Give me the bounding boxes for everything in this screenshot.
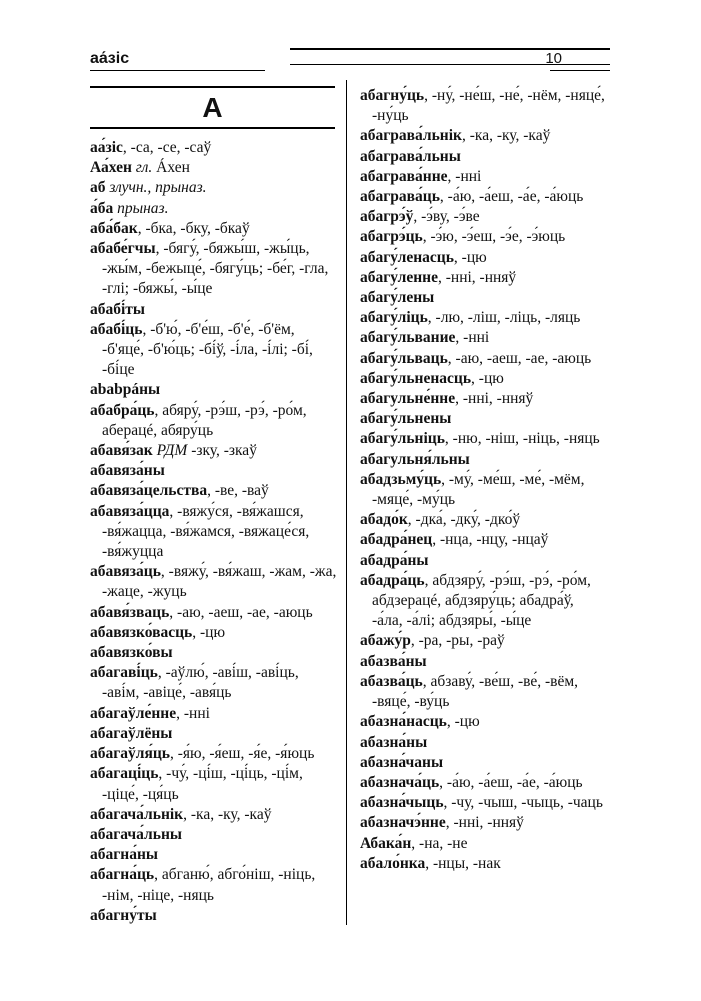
- entry-headword: абало́нка: [360, 854, 426, 872]
- dictionary-entry: [360, 349, 608, 369]
- entry-headword: абаграва́ць: [360, 188, 440, 206]
- entry-forms: , -нні, -нняў: [455, 390, 534, 408]
- dictionary-entry: [90, 239, 338, 300]
- dictionary-entry: [360, 793, 608, 813]
- dictionary-entry: [90, 562, 338, 602]
- dictionary-entry: [90, 401, 338, 441]
- entry-headword: абазначэ́нне: [360, 814, 446, 832]
- dictionary-entry: [360, 328, 608, 348]
- entry-headword: абабра́ць: [90, 401, 155, 419]
- dictionary-entry: [360, 268, 608, 288]
- entry-headword: абавязко́вы: [90, 644, 173, 662]
- entry-forms: , -вяжу́ся, -вя́жашся, -вя́жацца, -вя́жамся, -вяжаце́ся, -вя́жуцца: [102, 502, 310, 561]
- entry-forms: , -цю: [471, 369, 504, 387]
- dictionary-entry: [360, 733, 608, 753]
- entry-headword: абагна́ць: [90, 866, 155, 884]
- entry-forms: , -нні, -нняў: [445, 814, 524, 832]
- dictionary-entry: [90, 199, 338, 219]
- entry-headword: абагаці́ць: [90, 765, 159, 783]
- entry-forms: , -вяжу́, -вя́жаш, -жам, -жа, -жаце, -жуць: [102, 563, 337, 601]
- letter-section-header: [90, 86, 335, 129]
- dictionary-entry: [360, 248, 608, 268]
- dictionary-entry: [90, 623, 338, 643]
- entry-headword: абагаві́ць: [90, 664, 158, 682]
- entry-forms: , -б'ю́, -б'е́ш, -б'е́, -б'ём, -б'яце́, -б'ю́ць; -бі́ў, -і́ла, -і́лі; -бі́, -бі́це: [102, 320, 313, 379]
- entry-headword: абавяза́ць: [90, 563, 161, 581]
- dictionary-entry: [90, 138, 338, 158]
- entry-headword: абадра́ць: [360, 571, 425, 589]
- header-rule-top: [290, 48, 610, 50]
- entry-headword: абаграва́нне: [360, 167, 448, 185]
- entry-grammar-note: прыназ.: [113, 199, 169, 217]
- entry-forms: -зку, -зкаў: [187, 442, 257, 460]
- entry-forms: , -са, -се, -саў: [122, 139, 212, 156]
- entry-headword: абагу́льненасць: [360, 369, 472, 387]
- entry-forms: , -на, -не: [411, 834, 468, 852]
- entry-forms: , -нні: [176, 704, 210, 722]
- entry-forms: , -чу, -чыш, -чыць, -чаць: [443, 794, 603, 812]
- dictionary-entry: [90, 704, 338, 724]
- entry-headword: абабі́ць: [90, 320, 143, 338]
- dictionary-entry: [360, 813, 608, 833]
- entry-forms: , -чу́, -ці́ш, -ці́ць, -ці́м, -ціце́, -ця́ць: [102, 765, 303, 803]
- entry-headword: абагна́ны: [90, 846, 159, 864]
- running-head: аа́зіс: [90, 50, 130, 67]
- entry-headword: аб: [90, 179, 106, 197]
- entry-forms: , -нні, -нняў: [437, 268, 517, 286]
- dictionary-entry: [360, 409, 608, 429]
- dictionary-entry: [90, 744, 338, 764]
- dictionary-entry: [90, 461, 338, 481]
- entry-headword: ababрá​ны: [90, 381, 161, 399]
- entry-headword: абагача́льнік: [90, 805, 184, 823]
- entry-forms: , -дка́, -дку́, -дко́ў: [407, 511, 521, 529]
- entry-headword: абабе́гчы: [90, 240, 156, 258]
- entry-forms: , абзаву́, -ве́ш, -ве́, -вём, -вяце́, -ву́ць: [372, 672, 579, 711]
- letter-rule-bottom: [90, 127, 335, 129]
- dictionary-entry: [90, 219, 338, 239]
- entry-headword: абазна́насць: [360, 713, 447, 731]
- entry-headword: абагу́лены: [360, 289, 435, 307]
- dictionary-entry: [360, 207, 608, 227]
- entry-forms: , -бягу́, -бяжы́ш, -жы́ць, -жы́м, -бежыце́, -бягу́ць; -бе́г, -гла, -глі; -бяжы́, -ы́це: [102, 240, 329, 298]
- entry-forms: , -лю, -ліш, -ліць, -ляць: [427, 309, 581, 327]
- entry-headword: а́ба: [90, 199, 114, 217]
- dictionary-entry: [90, 825, 338, 845]
- dictionary-entry: [360, 429, 608, 449]
- entry-headword: абагу́льваць: [360, 349, 448, 367]
- dictionary-entry: [90, 380, 338, 400]
- entry-headword: абаграва́льны: [360, 147, 461, 165]
- entry-headword: абагу́львание: [360, 329, 456, 347]
- dictionary-entry: [90, 441, 338, 461]
- dictionary-entry: [360, 530, 608, 550]
- entry-headword: абагрэ́ў: [360, 208, 414, 226]
- dictionary-entry: [360, 227, 608, 247]
- entry-headword: Аа́хен: [90, 159, 132, 177]
- dictionary-entry: [360, 86, 608, 126]
- entry-headword: абазва́ць: [360, 672, 423, 690]
- entry-grammar-note: РДМ: [152, 442, 188, 460]
- entry-forms: , -нні: [447, 167, 482, 185]
- letter-heading: А: [202, 92, 223, 123]
- entry-headword: абабі́ты: [90, 300, 146, 318]
- dictionary-entry: [90, 764, 338, 804]
- entry-forms: , -а́ю, -а́еш, -а́е, -а́юць: [439, 773, 583, 791]
- dictionary-entry: [90, 481, 338, 501]
- entry-forms: , -э́ву, -э́ве: [413, 208, 480, 226]
- entry-forms: , -ка, -ку, -каў: [183, 805, 272, 823]
- entry-forms: , -аю, -аеш, -ае, -аюць: [447, 349, 592, 367]
- entry-headword: абаграва́льнік: [360, 127, 462, 145]
- dictionary-entry: [360, 712, 608, 732]
- dictionary-entry: [90, 724, 338, 744]
- entry-headword: абагульня́льны: [360, 450, 470, 468]
- dictionary-entry: [90, 865, 338, 905]
- dictionary-entry: [90, 502, 338, 563]
- dictionary-entry: [360, 470, 608, 510]
- entry-grammar-note: злучн., прыназ.: [105, 179, 207, 197]
- entry-headword: абагну́ты: [90, 906, 157, 924]
- entry-headword: абагу́ленасць: [360, 248, 454, 266]
- entry-forms: , -я́ю, -я́еш, -я́е, -я́юць: [170, 745, 315, 763]
- entry-headword: абагаўля́ць: [90, 745, 170, 763]
- entry-headword: абазна́чыць: [360, 794, 444, 812]
- entry-headword: абагу́ліць: [360, 309, 428, 327]
- column-divider: [346, 80, 347, 925]
- entry-forms: , -нцы, -нак: [425, 854, 501, 872]
- dictionary-entry: [360, 389, 608, 409]
- entry-headword: абавяза́цца: [90, 502, 170, 520]
- entry-headword: абазна́чаны: [360, 753, 444, 771]
- entry-headword: абавя́зваць: [90, 603, 170, 621]
- dictionary-entry: [360, 571, 608, 632]
- entry-headword: абадра́нец: [360, 531, 433, 549]
- entry-headword: абагну́ць: [360, 87, 425, 104]
- entry-headword: абавязко́васць: [90, 623, 193, 641]
- entry-forms: , -ка, -ку, -каў: [461, 127, 551, 145]
- dictionary-entry: [360, 450, 608, 470]
- entry-headword: абагу́льнены: [360, 410, 452, 428]
- entry-headword: абазнача́ць: [360, 773, 440, 791]
- dictionary-entry: [360, 308, 608, 328]
- dictionary-entry: [360, 834, 608, 854]
- entry-headword: абадо́к: [360, 511, 408, 529]
- entry-forms: , -нні: [455, 329, 490, 347]
- dictionary-entry: [90, 320, 338, 381]
- entry-headword: абавяза́ны: [90, 462, 165, 480]
- entry-headword: абагаўле́нне: [90, 704, 177, 722]
- dictionary-entry: [360, 147, 608, 167]
- dictionary-entry: [360, 773, 608, 793]
- letter-rule-top: [90, 86, 335, 88]
- right-column: [360, 86, 608, 874]
- entry-forms: , -бка, -бку, -бкаў: [137, 219, 250, 237]
- dictionary-entry: [90, 663, 338, 703]
- dictionary-entry: [90, 805, 338, 825]
- entry-forms: , -цю: [453, 248, 487, 266]
- page-header: [90, 48, 610, 78]
- entry-forms: , абганю́, абго́ніш, -ніць, -нім, -ніце, -няць: [102, 866, 316, 904]
- entry-forms: Áхен: [152, 159, 190, 177]
- entry-headword: абавя́зак: [90, 442, 153, 460]
- entry-headword: абагрэ́ць: [360, 228, 423, 246]
- entry-forms: , -цю: [192, 623, 226, 641]
- entry-headword: аба́бак: [90, 219, 138, 237]
- entry-headword: абагульне́нне: [360, 390, 456, 408]
- entry-headword: абадзьму́ць: [360, 470, 442, 488]
- header-rule-right: [550, 70, 610, 71]
- dictionary-entry: [90, 845, 338, 865]
- entry-headword: абагаўлёны: [90, 724, 173, 742]
- entry-headword: абазва́ны: [360, 652, 427, 670]
- dictionary-entry: [360, 672, 608, 712]
- entry-forms: , абяру́, -рэ́ш, -рэ́, -ро́м, аберацé, абяру́ць: [102, 401, 307, 439]
- entry-headword: абагу́льніць: [360, 430, 445, 448]
- dictionary-entry: [360, 631, 608, 651]
- entry-forms: , абдзяру́, -рэ́ш, -рэ́, -ро́м, абдзерацé, абдзяру́ць; абадра́ў, -а́ла, -а́лі; абдзяры́, -ы́це: [372, 571, 591, 630]
- header-rule-mid: [290, 64, 610, 65]
- dictionary-entry: [90, 300, 338, 320]
- entry-headword: абагу́ленне: [360, 268, 438, 286]
- dictionary-entry: [360, 652, 608, 672]
- dictionary-entry: [360, 510, 608, 530]
- entry-forms: , -аю, -аеш, -ае, -аюць: [169, 603, 313, 621]
- entry-forms: , -ну́, -не́ш, -не́, -нём, -няце́, -ну́ць: [372, 87, 605, 125]
- header-rule-left: [90, 70, 265, 71]
- left-column: [90, 138, 338, 926]
- entry-forms: , -аўлю́, -аві́ш, -аві́ць, -аві́м, -авіце́, -авя́ць: [102, 664, 299, 702]
- dictionary-entry: [360, 126, 608, 146]
- entry-forms: , -э́ю, -э́еш, -э́е, -э́юць: [422, 228, 566, 246]
- dictionary-entry: [360, 369, 608, 389]
- entry-forms: , -ра, -ры, -раў: [410, 632, 505, 650]
- entry-forms: , -а́ю, -а́еш, -а́е, -а́юць: [439, 188, 584, 206]
- page-number: 10: [545, 50, 562, 67]
- entry-grammar-note: гл.: [131, 159, 153, 177]
- dictionary-entry: [360, 187, 608, 207]
- entry-forms: , -му́, -ме́ш, -ме́, -мём, -мяце́, -му́ць: [372, 470, 585, 509]
- entry-headword: абадра́ны: [360, 551, 429, 569]
- entry-headword: абажу́р: [360, 632, 411, 650]
- entry-headword: абагача́льны: [90, 825, 182, 843]
- entry-headword: абавяза́цельства: [90, 482, 208, 500]
- entry-forms: , -ню, -ніш, -ніць, -няць: [444, 430, 600, 448]
- dictionary-entry: [90, 906, 338, 926]
- dictionary-entry: [90, 178, 338, 198]
- entry-forms: , -ве, -ваў: [207, 482, 269, 500]
- entry-headword: Абака́н: [360, 834, 412, 852]
- entry-forms: , -цю: [446, 713, 480, 731]
- dictionary-entry: [90, 603, 338, 623]
- entry-headword: аа́зіс: [90, 139, 123, 156]
- dictionary-entry: [360, 854, 608, 874]
- dictionary-entry: [90, 158, 338, 178]
- dictionary-entry: [360, 167, 608, 187]
- dictionary-entry: [360, 753, 608, 773]
- dictionary-entry: [360, 551, 608, 571]
- entry-forms: , -нца, -нцу, -нцаў: [432, 531, 549, 549]
- dictionary-entry: [360, 288, 608, 308]
- dictionary-entry: [90, 643, 338, 663]
- entry-headword: абазна́ны: [360, 733, 428, 751]
